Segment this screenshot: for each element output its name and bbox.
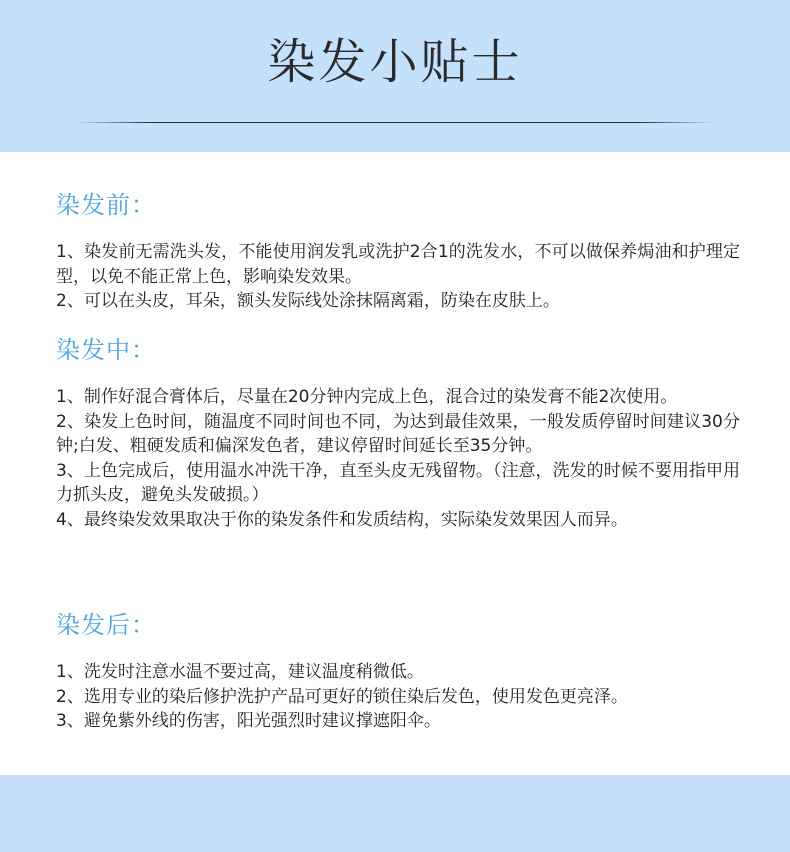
footer-band bbox=[0, 775, 790, 852]
tip-item: 4、最终染发效果取决于你的染发条件和发质结构，实际染发效果因人而异。 bbox=[56, 509, 628, 530]
section-heading-after: 染发后： bbox=[56, 611, 156, 639]
tip-item: 3、上色完成后，使用温水冲洗干净，直至头皮无残留物。（注意，洗发的时候不要用指甲用力抓头皮，避免头发破损。） bbox=[56, 460, 740, 506]
section-heading-during: 染发中： bbox=[56, 336, 156, 364]
section-after-dyeing bbox=[56, 610, 740, 734]
tip-item: 1、染发前无需洗头发，不能使用润发乳或洗护2合1的洗发水，不可以做保养焗油和护理定型，以免不能正常上色，影响染发效果。 bbox=[56, 242, 740, 287]
tip-item: 3、避免紫外线的伤害，阳光强烈时建议撑遮阳伞。 bbox=[56, 711, 441, 732]
section-before-dyeing bbox=[56, 190, 740, 314]
tip-item: 2、选用专业的染后修护洗护产品可更好的锁住染后发色，使用发色更亮泽。 bbox=[56, 686, 628, 707]
page-title: 染发小贴士 bbox=[267, 34, 523, 90]
tip-item: 2、可以在头皮，耳朵，额头发际线处涂抹隔离霜，防染在皮肤上。 bbox=[56, 291, 560, 312]
tip-item: 2、染发上色时间，随温度不同时间也不同，为达到最佳效果，一般发质停留时间建议30分钟;白发、粗硬发质和偏深发色者，建议停留时间延长至35分钟。 bbox=[56, 411, 740, 457]
tip-item: 1、制作好混合膏体后，尽量在20分钟内完成上色，混合过的染发膏不能2次使用。 bbox=[56, 387, 678, 407]
header-band bbox=[0, 0, 790, 152]
title-divider bbox=[75, 122, 715, 123]
section-during-dyeing bbox=[56, 335, 740, 533]
section-heading-before: 染发前： bbox=[56, 191, 156, 219]
tip-item: 1、洗发时注意水温不要过高，建议温度稍微低。 bbox=[56, 662, 424, 682]
